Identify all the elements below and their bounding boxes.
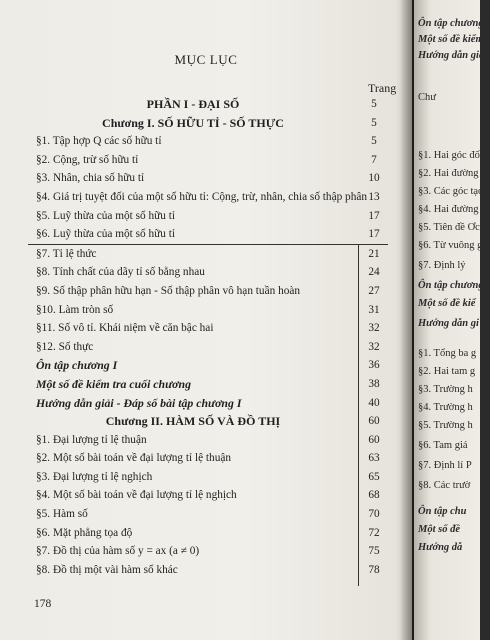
toc-entry-page: 21 — [368, 247, 380, 260]
next-page-line: §3. Trường h — [418, 384, 473, 395]
toc-entry — [28, 301, 388, 320]
toc-heading-part — [28, 95, 388, 114]
toc-entry-page: 68 — [368, 489, 380, 502]
toc-entry-title: §7. Tỉ lệ thức — [36, 247, 97, 260]
toc-entry — [28, 188, 388, 207]
toc-entry-page: 7 — [371, 153, 377, 166]
toc-entry — [28, 225, 388, 244]
next-page-line: §1. Tổng ba g — [418, 348, 477, 359]
toc-entry — [28, 282, 388, 301]
toc-entry-page: 75 — [368, 545, 380, 558]
next-page-line: Chư — [418, 92, 436, 103]
toc-entry — [28, 524, 388, 543]
toc-entry — [28, 338, 388, 357]
next-page-line: §4. Trường h — [418, 402, 473, 413]
toc-entry — [28, 468, 388, 487]
toc-entry-title: §2. Một số bài toán về đại lượng tỉ lệ thuận — [36, 452, 232, 465]
toc-entry-title: §11. Số vô tỉ. Khái niệm về căn bậc hai — [36, 322, 214, 335]
toc-entry-page: 27 — [368, 284, 380, 297]
toc-entry-page: 60 — [368, 415, 380, 428]
toc-entry-title: Một số đề kiểm tra cuối chương — [36, 376, 191, 391]
toc-entry-page: 10 — [368, 172, 380, 185]
toc-entry — [28, 319, 388, 338]
toc-entry-title: §4. Một số bài toán về đại lượng tỉ lệ nghịch — [36, 489, 237, 502]
toc-heading-review — [28, 356, 388, 375]
next-page-line: §6. Tam giá — [418, 440, 468, 451]
next-page-line: §6. Từ vuông g — [418, 240, 483, 251]
toc-entry-title: Chương I. SỐ HỮU TỈ - SỐ THỰC — [102, 115, 284, 130]
toc-entry-page: 24 — [368, 266, 380, 279]
toc-entry-title: §4. Giá trị tuyệt đối của một số hữu tỉ: Cộng, trừ, nhân, chia số thập phân — [36, 190, 368, 203]
toc-entry — [28, 263, 388, 282]
toc-heading-review — [28, 394, 388, 413]
next-page-line: Hướng dẫn gi — [418, 318, 479, 329]
toc-entry-page: 32 — [368, 322, 380, 335]
table-of-contents — [28, 95, 388, 579]
next-page-line: §5. Trường h — [418, 420, 473, 431]
toc-entry-page: 36 — [368, 359, 380, 372]
next-page-line: Hướng dẫ — [418, 542, 463, 553]
page-title: MỤC LỤC — [174, 52, 238, 67]
next-page-line: §2. Hai đường t — [418, 168, 485, 179]
toc-heading-chapter — [28, 412, 388, 431]
toc-entry — [28, 486, 388, 505]
next-page-line: Một số đề — [418, 524, 460, 535]
toc-entry-title: §3. Nhân, chia số hữu tỉ — [36, 172, 145, 185]
toc-entry-page: 5 — [371, 135, 377, 148]
toc-entry — [28, 561, 388, 580]
next-page-line: Một số đề kiểm — [418, 34, 484, 45]
toc-entry-title: §1. Đại lượng tỉ lệ thuận — [36, 433, 147, 446]
toc-entry — [28, 505, 388, 524]
next-page-line: §7. Định lý — [418, 260, 466, 271]
toc-entry-title: §6. Luỹ thừa của một số hữu tỉ — [36, 228, 176, 241]
toc-entry-title: §8. Tính chất của dãy tỉ số bằng nhau — [36, 266, 205, 279]
page-number: 178 — [34, 598, 52, 610]
toc-entry-title: §12. Số thực — [36, 340, 94, 353]
toc-entry-page: 5 — [371, 116, 377, 129]
next-page-line: §4. Hai đường t — [418, 204, 485, 215]
toc-entry-title: §1. Tập hợp Q các số hữu tỉ — [36, 135, 162, 148]
toc-entry-title: §10. Làm tròn số — [36, 303, 114, 316]
toc-heading-review — [28, 375, 388, 394]
next-page-line: Hướng dẫn giải — [418, 50, 488, 61]
next-page-line: §5. Tiên đề Ơc — [418, 222, 480, 233]
toc-entry-page: 60 — [368, 433, 380, 446]
toc-entry — [28, 431, 388, 450]
toc-entry-title: §8. Đồ thị một vài hàm số khác — [36, 563, 178, 576]
book-page-right-partial — [414, 0, 490, 640]
toc-entry-page: 38 — [368, 377, 380, 390]
toc-entry-title: Hướng dẫn giải - Đáp số bài tập chương I — [36, 395, 242, 410]
toc-entry-page: 31 — [368, 303, 380, 316]
toc-entry — [28, 207, 388, 226]
toc-entry-page: 63 — [368, 452, 380, 465]
toc-entry-title: PHẦN I - ĐẠI SỐ — [146, 97, 240, 111]
next-page-line: §1. Hai góc đối — [418, 150, 483, 161]
next-page-line: §8. Các trườ — [418, 480, 471, 491]
toc-entry — [28, 132, 388, 151]
toc-entry-title: §7. Đồ thị của hàm số y = ax (a ≠ 0) — [36, 545, 200, 558]
toc-entry-title: Chương II. HÀM SỐ VÀ ĐỒ THỊ — [105, 414, 281, 429]
toc-entry-page: 17 — [368, 209, 380, 222]
page-gutter-shadow — [400, 0, 414, 640]
toc-entry-title: Ôn tập chương I — [36, 358, 118, 373]
toc-entry-title: §2. Cộng, trừ số hữu tỉ — [36, 153, 139, 166]
toc-entry — [28, 542, 388, 561]
toc-entry-page: 17 — [368, 228, 380, 241]
page-column-rule — [358, 244, 359, 586]
toc-entry-page: 40 — [368, 396, 380, 409]
toc-entry-title: §3. Đại lượng tỉ lệ nghịch — [36, 470, 153, 483]
toc-entry-page: 70 — [368, 508, 380, 521]
next-page-line: Ôn tập chương I — [418, 18, 490, 29]
toc-entry — [28, 449, 388, 468]
toc-entry-title: §5. Hàm số — [36, 508, 88, 521]
toc-entry — [28, 169, 388, 188]
toc-entry-page: 5 — [371, 98, 377, 110]
toc-entry-title: §9. Số thập phân hữu hạn - Số thập phân vô hạn tuần hoàn — [36, 284, 301, 297]
next-page-line: §7. Định lí P — [418, 460, 472, 471]
toc-entry-title: §6. Mặt phẳng tọa độ — [36, 526, 133, 539]
next-page-line: §2. Hai tam g — [418, 366, 476, 377]
next-page-line: Ôn tập chương — [418, 280, 484, 291]
next-page-line: Một số đề kiể — [418, 298, 476, 309]
next-page-line: §3. Các góc tạo — [418, 186, 484, 197]
toc-heading-chapter — [28, 114, 388, 133]
toc-entry-page: 78 — [368, 563, 380, 576]
toc-entry-title: §5. Luỹ thừa của một số hữu tỉ — [36, 209, 176, 222]
toc-entry-page: 32 — [368, 340, 380, 353]
page-column-label: Trang — [368, 81, 397, 95]
next-page-line: Ôn tập chu — [418, 506, 467, 517]
toc-entry-page: 65 — [368, 470, 380, 483]
toc-entry-page: 13 — [368, 190, 380, 203]
toc-entry — [28, 151, 388, 170]
toc-entry-page: 72 — [368, 526, 380, 539]
toc-entry — [28, 244, 388, 264]
